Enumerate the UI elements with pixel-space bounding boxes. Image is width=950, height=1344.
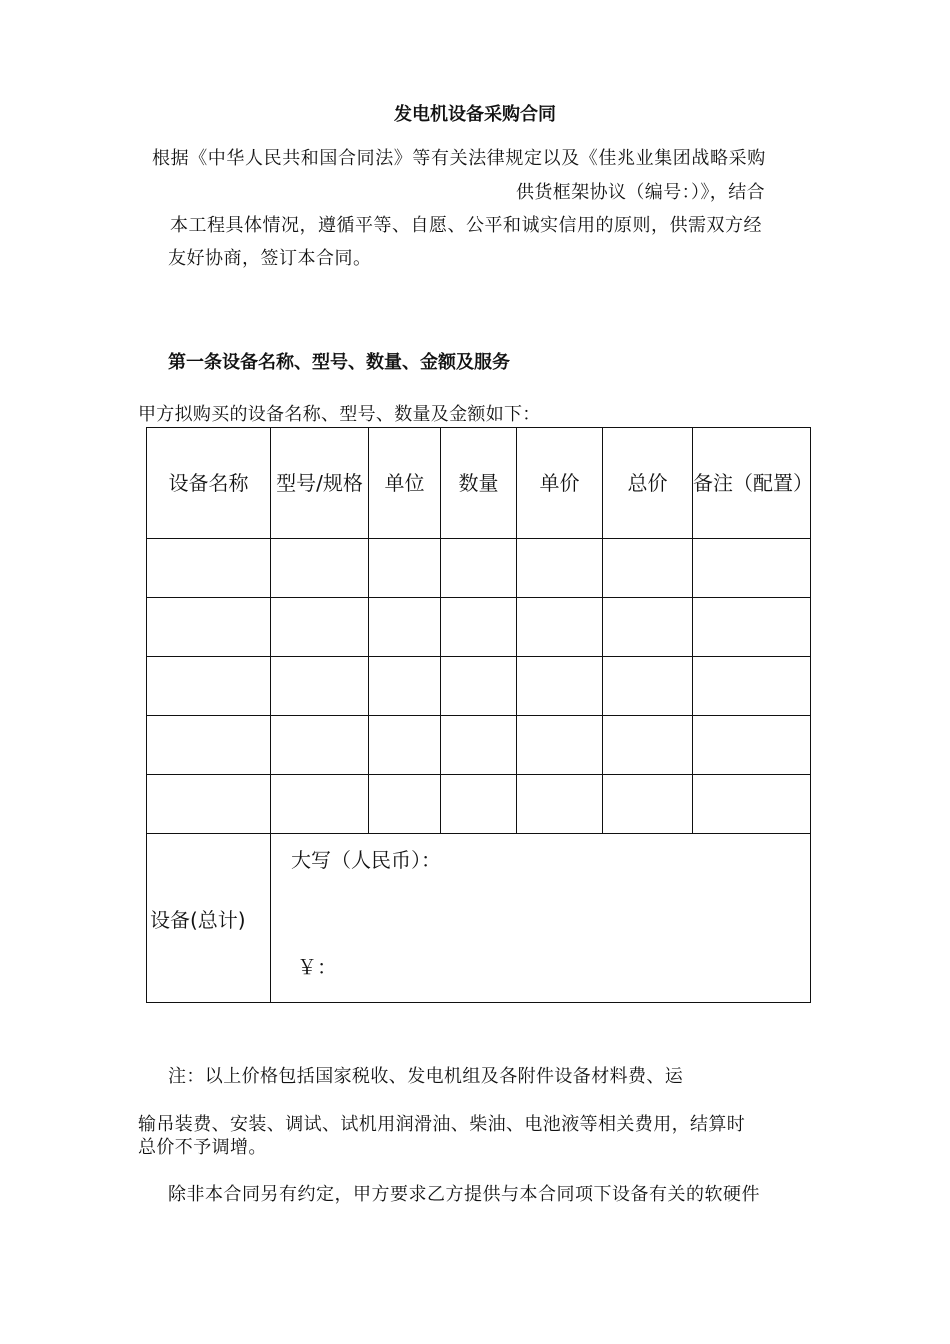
table-cell[interactable]	[147, 598, 271, 657]
table-cell[interactable]	[517, 657, 603, 716]
table-cell[interactable]	[369, 657, 441, 716]
note-line-2: 输吊装费、安装、调试、试机用润滑油、柴油、电池液等相关费用，结算时	[138, 1114, 746, 1135]
document-title: 发电机设备采购合同	[394, 104, 556, 125]
capital-amount-label: 大写（人民币）：	[291, 848, 441, 872]
table-cell[interactable]	[603, 598, 693, 657]
table-cell[interactable]	[441, 657, 517, 716]
table-cell[interactable]	[147, 539, 271, 598]
total-amount-cell[interactable]	[271, 834, 811, 1003]
table-cell[interactable]	[147, 775, 271, 834]
next-paragraph-line: 除非本合同另有约定，甲方要求乙方提供与本合同项下设备有关的软硬件	[168, 1184, 760, 1205]
table-cell[interactable]	[369, 598, 441, 657]
table-cell[interactable]	[517, 539, 603, 598]
table-row	[147, 657, 811, 716]
table-cell[interactable]	[441, 598, 517, 657]
table-cell[interactable]	[603, 775, 693, 834]
table-cell[interactable]	[603, 716, 693, 775]
table-row	[147, 598, 811, 657]
header-total-price: 总价	[603, 428, 693, 539]
table-cell[interactable]	[271, 775, 369, 834]
table-cell[interactable]	[441, 539, 517, 598]
header-unit-price: 单价	[517, 428, 603, 539]
table-cell[interactable]	[517, 775, 603, 834]
table-cell[interactable]	[693, 539, 811, 598]
table-cell[interactable]	[369, 716, 441, 775]
total-label: 设备(总计)	[147, 834, 271, 1003]
table-cell[interactable]	[517, 716, 603, 775]
table-header-row	[147, 428, 811, 539]
table-row	[147, 539, 811, 598]
preamble-line-3: 本工程具体情况，遵循平等、自愿、公平和诚实信用的原则，供需双方经	[170, 215, 762, 236]
header-model-spec: 型号/规格	[271, 428, 369, 539]
preamble-line-2: 供货框架协议（编号：）》，结合	[516, 182, 765, 203]
table-cell[interactable]	[693, 657, 811, 716]
table-row	[147, 716, 811, 775]
table-total-row	[147, 834, 811, 1003]
table-cell[interactable]	[369, 775, 441, 834]
table-cell[interactable]	[147, 657, 271, 716]
table-cell[interactable]	[441, 716, 517, 775]
table-cell[interactable]	[603, 657, 693, 716]
table-cell[interactable]	[271, 539, 369, 598]
equipment-table	[146, 427, 811, 1003]
table-cell[interactable]	[603, 539, 693, 598]
preamble-line-4: 友好协商，签订本合同。	[168, 248, 372, 269]
table-cell[interactable]	[271, 598, 369, 657]
header-remarks: 备注（配置）	[693, 428, 811, 539]
note-line-1: 注：以上价格包括国家税收、发电机组及各附件设备材料费、运	[168, 1066, 684, 1087]
yen-amount-label: ￥：	[297, 955, 337, 979]
table-cell[interactable]	[441, 775, 517, 834]
table-cell[interactable]	[369, 539, 441, 598]
table-cell[interactable]	[271, 716, 369, 775]
preamble-line-1: 根据《中华人民共和国合同法》等有关法律规定以及《佳兆业集团战略采购	[152, 148, 766, 169]
header-quantity: 数量	[441, 428, 517, 539]
table-cell[interactable]	[693, 775, 811, 834]
table-cell[interactable]	[147, 716, 271, 775]
table-cell[interactable]	[693, 716, 811, 775]
section-1-intro: 甲方拟购买的设备名称、型号、数量及金额如下：	[138, 404, 541, 425]
table-cell[interactable]	[693, 598, 811, 657]
section-1-heading: 第一条设备名称、型号、数量、金额及服务	[168, 352, 510, 373]
table-cell[interactable]	[271, 657, 369, 716]
header-equipment-name: 设备名称	[147, 428, 271, 539]
note-line-3: 总价不予调增。	[138, 1137, 267, 1158]
header-unit: 单位	[369, 428, 441, 539]
table-row	[147, 775, 811, 834]
table-cell[interactable]	[517, 598, 603, 657]
